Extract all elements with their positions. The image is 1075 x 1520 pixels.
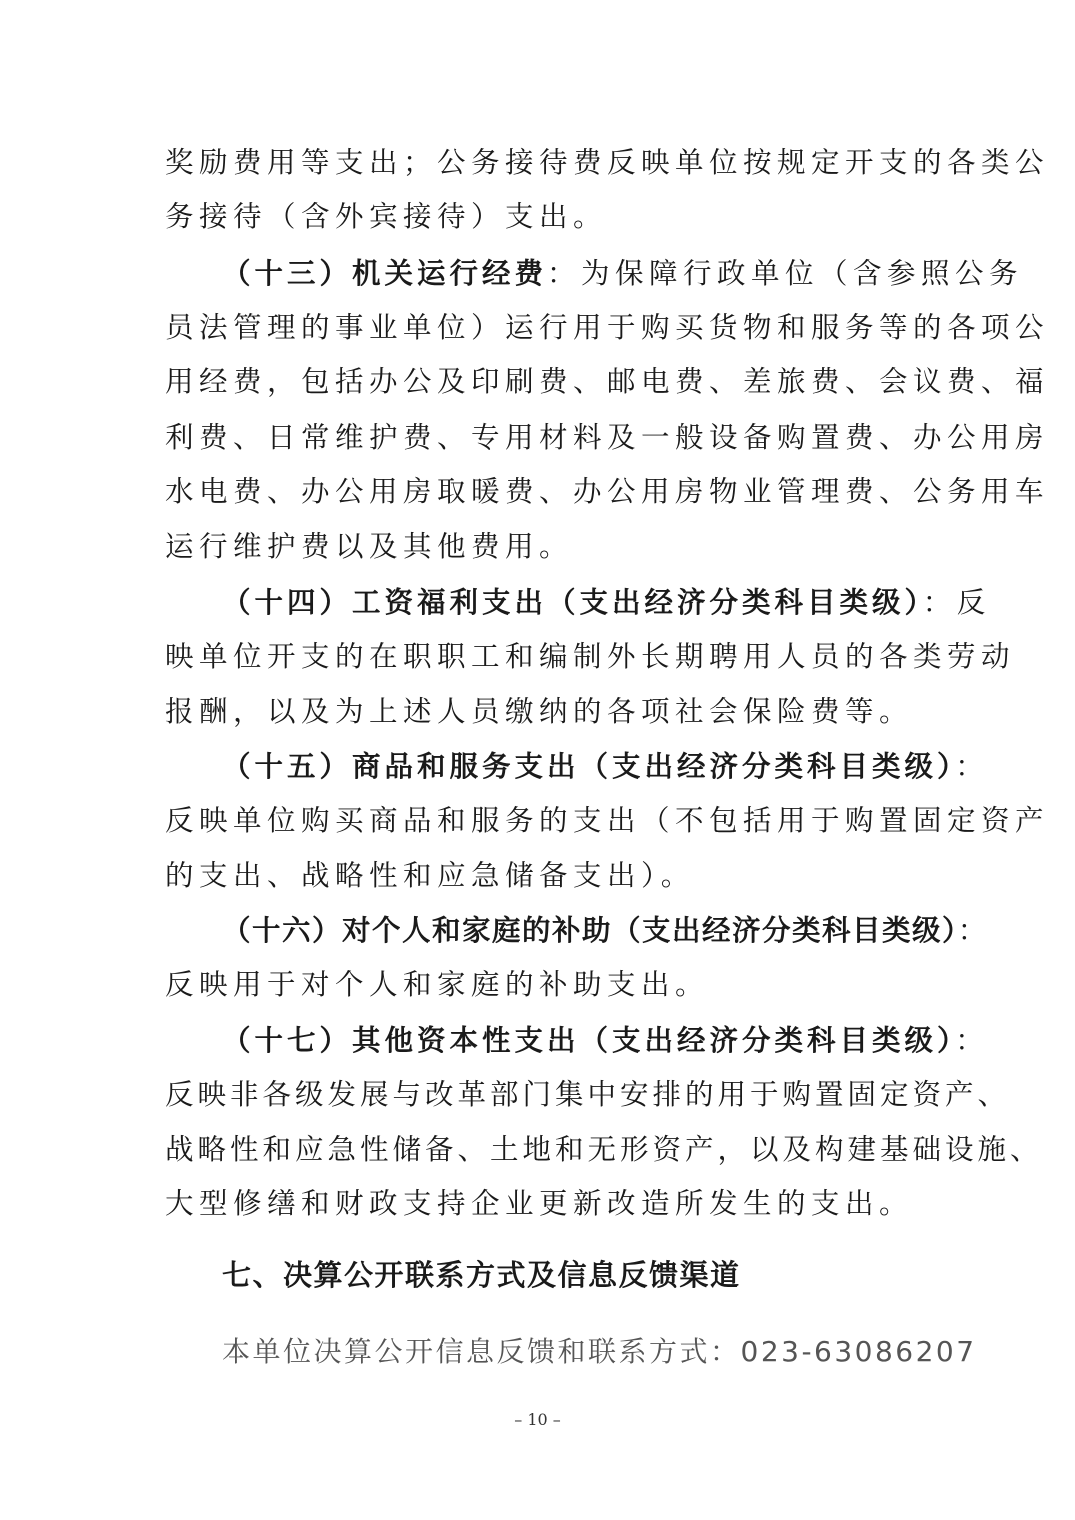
contact-info: 本单位决算公开信息反馈和联系方式：023-63086207 <box>222 1335 977 1368</box>
item-title: （十七）其他资本性支出（支出经济分类科目类级） <box>222 1023 956 1057</box>
paragraph-line: （十六）对个人和家庭的补助（支出经济分类科目类级）： <box>222 913 988 947</box>
paragraph-line: （十三）机关运行经费：为保障行政单位（含参照公务 <box>222 256 1024 290</box>
paragraph-line: 映单位开支的在职职工和编制外长期聘用人员的各类劳动 <box>165 640 1016 673</box>
item-title: （十五）商品和服务支出（支出经济分类科目类级） <box>222 749 956 783</box>
item-title: （十四）工资福利支出（支出经济分类科目类级） <box>222 585 923 619</box>
paragraph-line: 利费、日常维护费、专用材料及一般设备购置费、办公用房 <box>165 421 1050 454</box>
item-title: （十六）对个人和家庭的补助（支出经济分类科目类级） <box>222 913 958 947</box>
section-heading: 七、决算公开联系方式及信息反馈渠道 <box>222 1258 741 1292</box>
paragraph-line: 员法管理的事业单位）运行用于购买货物和服务等的各项公 <box>165 311 1050 344</box>
paragraph-line: 反映单位购买商品和服务的支出（不包括用于购置固定资产 <box>165 804 1050 837</box>
paragraph-line: 反映非各级发展与改革部门集中安排的用于购置固定资产、 <box>165 1078 1011 1111</box>
paragraph-line: （十五）商品和服务支出（支出经济分类科目类级）： <box>222 749 990 783</box>
paragraph-line: 运行维护费以及其他费用。 <box>165 530 574 563</box>
paragraph-line: 的支出、战略性和应急储备支出）。 <box>165 859 695 892</box>
paragraph-line: 报酬，以及为上述人员缴纳的各项社会保险费等。 <box>165 695 914 728</box>
paragraph-line: 水电费、办公用房取暖费、办公用房物业管理费、公务用车 <box>165 475 1050 508</box>
paragraph-line: 战略性和应急性储备、土地和无形资产，以及构建基础设施、 <box>165 1133 1043 1166</box>
paragraph-line: 大型修缮和财政支持企业更新改造所发生的支出。 <box>165 1187 914 1220</box>
paragraph-line: 反映用于对个人和家庭的补助支出。 <box>165 968 710 1001</box>
paragraph-line: 务接待（含外宾接待）支出。 <box>165 200 608 233</box>
paragraph-line: 奖励费用等支出；公务接待费反映单位按规定开支的各类公 <box>165 146 1050 179</box>
paragraph-line: （十七）其他资本性支出（支出经济分类科目类级）： <box>222 1023 990 1057</box>
item-title: （十三）机关运行经费 <box>222 256 548 290</box>
paragraph-line: 用经费，包括办公及印刷费、邮电费、差旅费、会议费、福 <box>165 365 1050 398</box>
page-number: – 10 – <box>514 1410 561 1429</box>
paragraph-line: （十四）工资福利支出（支出经济分类科目类级）：反 <box>222 585 991 619</box>
